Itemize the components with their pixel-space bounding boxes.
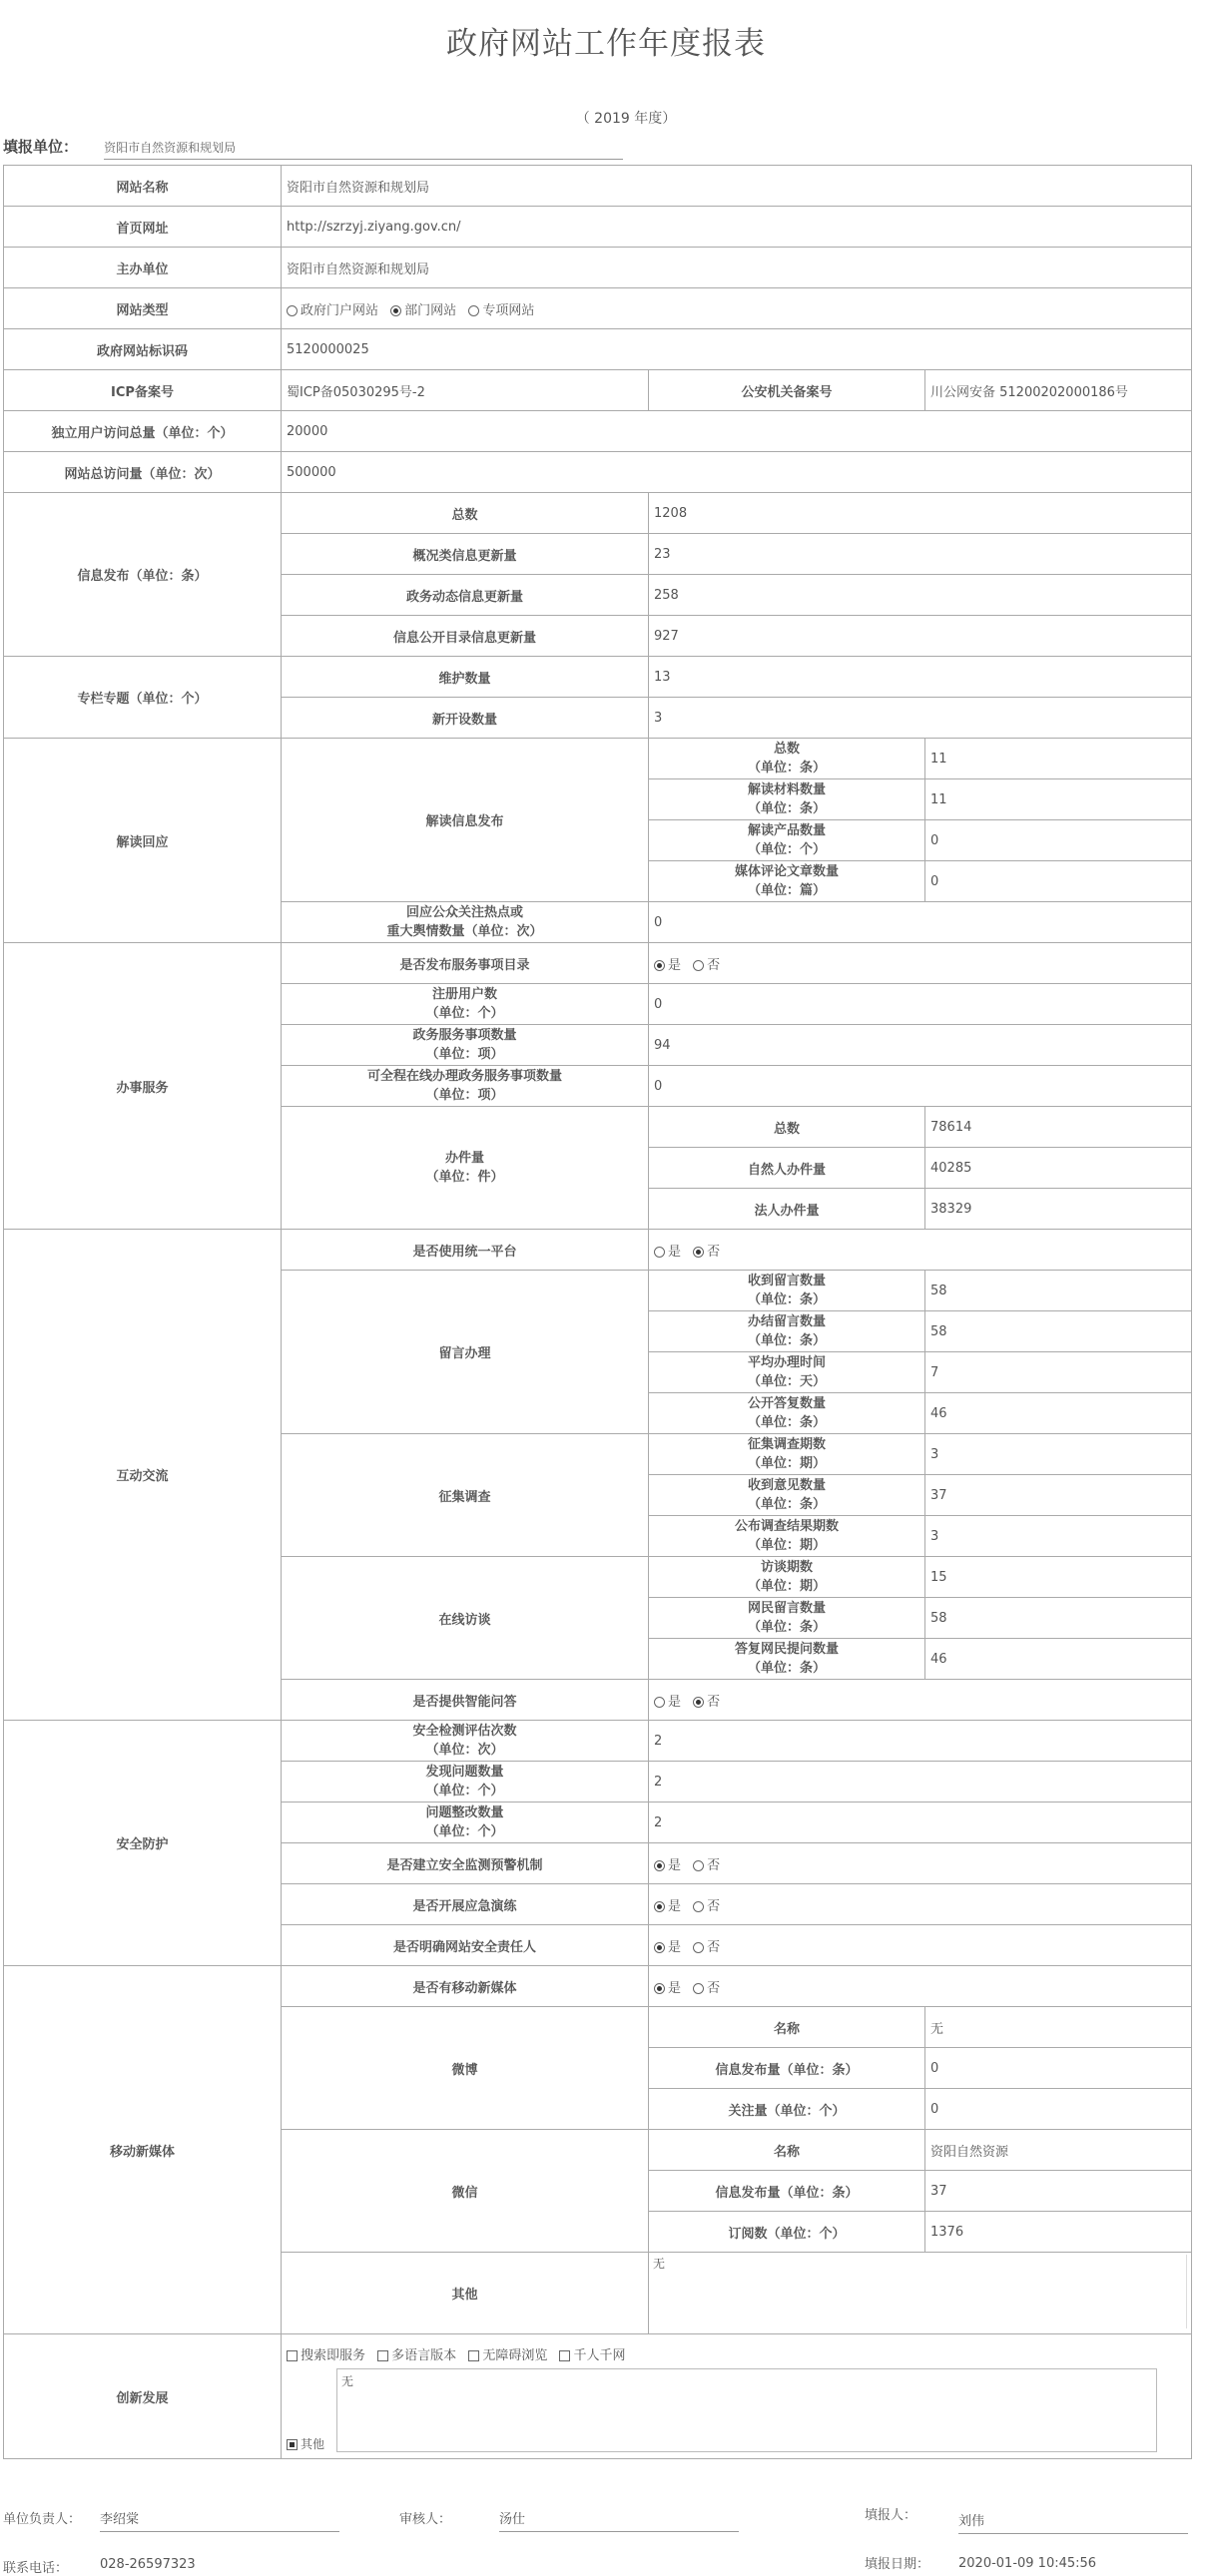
table-row	[4, 207, 1192, 248]
filler-label: 填报人：	[865, 2508, 917, 2523]
interp-material-label: 解读材料数量 （单位：条）	[649, 779, 925, 820]
column-maint-label: 维护数量	[282, 657, 649, 698]
table-row	[4, 739, 1192, 779]
survey-periods-field[interactable]: 3	[925, 1434, 1192, 1475]
interact-msg-label: 留言办理	[282, 1271, 649, 1434]
date-label: 填报日期：	[865, 2557, 930, 2572]
security-drill-no[interactable]: 否	[693, 1899, 720, 1914]
security-found-label: 发现问题数量 （单位：个）	[282, 1762, 649, 1803]
site-type-special[interactable]: 专项网站	[468, 303, 534, 318]
security-warn-no[interactable]: 否	[693, 1858, 720, 1873]
security-resp-options	[649, 1925, 1192, 1966]
weibo-pub-field[interactable]: 0	[925, 2048, 1192, 2089]
interact-smart-options	[649, 1680, 1192, 1721]
interact-done-label: 办结留言数量 （单位：条）	[649, 1311, 925, 1352]
security-resp-no[interactable]: 否	[693, 1940, 720, 1955]
table-row	[4, 329, 1192, 370]
service-reg-label: 注册用户数 （单位：个）	[282, 984, 649, 1025]
security-warn-yes[interactable]: 是	[654, 1858, 681, 1873]
radio-off-icon	[693, 1901, 704, 1912]
table-row	[4, 370, 1192, 411]
table-row	[4, 411, 1192, 452]
innov-label: 创新发展	[4, 2334, 282, 2459]
icp-field[interactable]: 蜀ICP备05030295号-2	[282, 370, 649, 411]
site-name-field[interactable]: 资阳市自然资源和规划局	[282, 166, 1192, 207]
reviewer-label: 审核人：	[399, 2512, 452, 2527]
innov-other-checkbox[interactable]: 其他	[287, 2435, 324, 2452]
security-found-field[interactable]: 2	[649, 1762, 1192, 1803]
table-row	[4, 248, 1192, 288]
info-publish-label: 信息发布（单位：条）	[4, 493, 282, 657]
mobile-has-options	[649, 1966, 1192, 2007]
talk-periods-field[interactable]: 15	[925, 1557, 1192, 1598]
head-field[interactable]: 李绍棠	[100, 2508, 339, 2532]
pv-label: 网站总访问量（单位：次）	[4, 452, 282, 493]
interact-platform-no[interactable]: 否	[693, 1245, 720, 1260]
service-person-label: 自然人办件量	[649, 1148, 925, 1189]
checkbox-icon	[468, 2350, 479, 2361]
interact-platform-options	[649, 1230, 1192, 1271]
info-news-label: 政务动态信息更新量	[282, 575, 649, 616]
talk-answers-label: 答复网民提问数量 （单位：条）	[649, 1639, 925, 1680]
page-title: 政府网站工作年度报表	[446, 26, 766, 62]
interact-avg-label: 平均办理时间 （单位：天）	[649, 1352, 925, 1393]
security-drill-yes[interactable]: 是	[654, 1899, 681, 1914]
innov-cell	[282, 2334, 1192, 2459]
interp-product-field[interactable]: 0	[925, 820, 1192, 861]
wechat-label: 微信	[282, 2130, 649, 2253]
info-overview-field[interactable]: 23	[649, 534, 1192, 575]
weibo-fans-label: 关注量（单位：个）	[649, 2089, 925, 2130]
interact-talk-label: 在线访谈	[282, 1557, 649, 1680]
service-person-field[interactable]: 40285	[925, 1148, 1192, 1189]
interp-material-field[interactable]: 11	[925, 779, 1192, 820]
wechat-name-label: 名称	[649, 2130, 925, 2171]
interp-total-field[interactable]: 11	[925, 739, 1192, 779]
mobile-label: 移动新媒体	[4, 1966, 282, 2334]
info-total-field[interactable]: 1208	[649, 493, 1192, 534]
weibo-name-label: 名称	[649, 2007, 925, 2048]
radio-on-icon	[390, 305, 401, 316]
interact-platform-yes[interactable]: 是	[654, 1245, 681, 1260]
survey-results-field[interactable]: 3	[925, 1516, 1192, 1557]
interact-pub-label: 公开答复数量 （单位：条）	[649, 1393, 925, 1434]
info-news-field[interactable]: 258	[649, 575, 1192, 616]
radio-on-icon	[654, 1901, 665, 1912]
radio-off-icon	[654, 1697, 665, 1708]
interp-media-label: 媒体评论文章数量 （单位：篇）	[649, 861, 925, 902]
date-field[interactable]: 2020-01-09 10:45:56	[958, 2556, 1097, 2571]
report-year: （ 2019 年度）	[575, 111, 677, 127]
checkbox-icon	[559, 2350, 570, 2361]
checkbox-icon	[287, 2350, 298, 2361]
host-unit-field[interactable]: 资阳市自然资源和规划局	[282, 248, 1192, 288]
site-type-options	[282, 288, 1192, 329]
radio-off-icon	[693, 960, 704, 971]
reviewer-field[interactable]: 汤仕	[499, 2508, 739, 2532]
table-row	[4, 452, 1192, 493]
security-eval-field[interactable]: 2	[649, 1721, 1192, 1762]
service-online-field[interactable]: 0	[649, 1066, 1192, 1107]
security-label: 安全防护	[4, 1721, 282, 1966]
site-code-field[interactable]: 5120000025	[282, 329, 1192, 370]
survey-results-label: 公布调查结果期数 （单位：期）	[649, 1516, 925, 1557]
filling-unit-label: 填报单位：	[3, 138, 79, 156]
interp-response-label: 回应公众关注热点或 重大舆情数量（单位：次）	[282, 902, 649, 943]
interp-media-field[interactable]: 0	[925, 861, 1192, 902]
site-type-department[interactable]: 部门网站	[390, 303, 456, 318]
innov-search-checkbox[interactable]: 搜索即服务	[287, 2348, 365, 2363]
radio-off-icon	[693, 1942, 704, 1953]
radio-off-icon	[468, 305, 479, 316]
uv-field[interactable]: 20000	[282, 411, 1192, 452]
innov-personal-checkbox[interactable]: 千人千网	[559, 2348, 625, 2363]
service-online-label: 可全程在线办理政务服务事项数量 （单位：项）	[282, 1066, 649, 1107]
radio-on-icon	[654, 1983, 665, 1994]
weibo-name-field[interactable]: 无	[925, 2007, 1192, 2048]
site-name-label: 网站名称	[4, 166, 282, 207]
info-overview-label: 概况类信息更新量	[282, 534, 649, 575]
wechat-pub-label: 信息发布量（单位：条）	[649, 2171, 925, 2212]
icp-label: ICP备案号	[4, 370, 282, 411]
table-row	[4, 1230, 1192, 1271]
radio-off-icon	[693, 1983, 704, 1994]
table-row	[4, 657, 1192, 698]
interact-survey-label: 征集调查	[282, 1434, 649, 1557]
security-warn-options	[649, 1843, 1192, 1884]
service-catalog-no[interactable]: 否	[693, 958, 720, 973]
interp-pub-label: 解读信息发布	[282, 739, 649, 902]
site-type-label: 网站类型	[4, 288, 282, 329]
radio-off-icon	[287, 305, 298, 316]
wechat-sub-field[interactable]: 1376	[925, 2212, 1192, 2253]
interact-label: 互动交流	[4, 1230, 282, 1721]
survey-periods-label: 征集调查期数 （单位：期）	[649, 1434, 925, 1475]
mobile-other-label: 其他	[282, 2253, 649, 2334]
wechat-sub-label: 订阅数（单位：个）	[649, 2212, 925, 2253]
host-unit-label: 主办单位	[4, 248, 282, 288]
interact-smart-yes[interactable]: 是	[654, 1695, 681, 1710]
info-open-label: 信息公开目录信息更新量	[282, 616, 649, 657]
pv-field[interactable]: 500000	[282, 452, 1192, 493]
innov-accessible-checkbox[interactable]: 无障碍浏览	[468, 2348, 547, 2363]
table-row	[4, 1721, 1192, 1762]
service-reg-field[interactable]: 0	[649, 984, 1192, 1025]
radio-on-icon	[654, 1860, 665, 1871]
table-row	[4, 2334, 1192, 2459]
phone-field[interactable]: 028-26597323	[100, 2557, 196, 2572]
interact-smart-label: 是否提供智能问答	[282, 1680, 649, 1721]
talk-periods-label: 访谈期数 （单位：期）	[649, 1557, 925, 1598]
site-code-label: 政府网站标识码	[4, 329, 282, 370]
interact-platform-label: 是否使用统一平台	[282, 1230, 649, 1271]
column-label: 专栏专题（单位：个）	[4, 657, 282, 739]
table-row	[4, 493, 1192, 534]
report-table	[3, 165, 1192, 2459]
filling-unit-field[interactable]: 资阳市自然资源和规划局	[104, 139, 623, 160]
service-catalog-label: 是否发布服务事项目录	[282, 943, 649, 984]
interact-recv-label: 收到留言数量 （单位：条）	[649, 1271, 925, 1311]
uv-label: 独立用户访问总量（单位：个）	[4, 411, 282, 452]
mobile-other-cell	[649, 2253, 1192, 2334]
mobile-has-label: 是否有移动新媒体	[282, 1966, 649, 2007]
service-catalog-yes[interactable]: 是	[654, 958, 681, 973]
table-row	[4, 288, 1192, 329]
service-ctotal-label: 总数	[649, 1107, 925, 1148]
police-record-label: 公安机关备案号	[649, 370, 925, 411]
service-label: 办事服务	[4, 943, 282, 1230]
mobile-other-textarea[interactable]: 无	[653, 2255, 1187, 2328]
service-items-field[interactable]: 94	[649, 1025, 1192, 1066]
wechat-name-field[interactable]: 资阳自然资源	[925, 2130, 1192, 2171]
service-legal-label: 法人办件量	[649, 1189, 925, 1230]
home-url-field[interactable]: http://szrzyj.ziyang.gov.cn/	[282, 207, 1192, 248]
security-drill-options	[649, 1884, 1192, 1925]
survey-comments-field[interactable]: 37	[925, 1475, 1192, 1516]
interact-recv-field[interactable]: 58	[925, 1271, 1192, 1311]
radio-off-icon	[654, 1247, 665, 1258]
talk-messages-field[interactable]: 58	[925, 1598, 1192, 1639]
mobile-has-yes[interactable]: 是	[654, 1981, 681, 1996]
innov-multilang-checkbox[interactable]: 多语言版本	[377, 2348, 456, 2363]
table-row	[4, 943, 1192, 984]
site-type-portal[interactable]: 政府门户网站	[287, 303, 378, 318]
wechat-pub-field[interactable]: 37	[925, 2171, 1192, 2212]
service-cases-label: 办件量 （单位：件）	[282, 1107, 649, 1230]
innov-other-textarea[interactable]: 无	[336, 2368, 1157, 2452]
home-url-label: 首页网址	[4, 207, 282, 248]
interp-product-label: 解读产品数量 （单位：个）	[649, 820, 925, 861]
security-resp-yes[interactable]: 是	[654, 1940, 681, 1955]
interp-label: 解读回应	[4, 739, 282, 943]
talk-messages-label: 网民留言数量 （单位：条）	[649, 1598, 925, 1639]
police-record-field[interactable]: 川公网安备 51200202000186号	[925, 370, 1192, 411]
radio-off-icon	[693, 1860, 704, 1871]
talk-answers-field[interactable]: 46	[925, 1639, 1192, 1680]
table-row	[4, 1966, 1192, 2007]
weibo-label: 微博	[282, 2007, 649, 2130]
column-maint-field[interactable]: 13	[649, 657, 1192, 698]
head-label: 单位负责人：	[3, 2512, 82, 2527]
radio-on-icon	[693, 1247, 704, 1258]
security-drill-label: 是否开展应急演练	[282, 1884, 649, 1925]
mobile-has-no[interactable]: 否	[693, 1981, 720, 1996]
interact-smart-no[interactable]: 否	[693, 1695, 720, 1710]
filling-unit-row	[3, 136, 623, 158]
service-legal-field[interactable]: 38329	[925, 1189, 1192, 1230]
phone-label: 联系电话：	[3, 2561, 69, 2576]
security-resp-label: 是否明确网站安全责任人	[282, 1925, 649, 1966]
service-items-label: 政务服务事项数量 （单位：项）	[282, 1025, 649, 1066]
column-new-label: 新开设数量	[282, 698, 649, 739]
radio-on-icon	[654, 960, 665, 971]
interact-pub-field[interactable]: 46	[925, 1393, 1192, 1434]
weibo-fans-field[interactable]: 0	[925, 2089, 1192, 2130]
column-new-field[interactable]: 3	[649, 698, 1192, 739]
security-warn-label: 是否建立安全监测预警机制	[282, 1843, 649, 1884]
info-total-label: 总数	[282, 493, 649, 534]
weibo-pub-label: 信息发布量（单位：条）	[649, 2048, 925, 2089]
filler-field[interactable]: 刘伟	[958, 2510, 1188, 2534]
radio-on-icon	[693, 1697, 704, 1708]
service-ctotal-field[interactable]: 78614	[925, 1107, 1192, 1148]
info-open-field[interactable]: 927	[649, 616, 1192, 657]
security-fix-label: 问题整改数量 （单位：个）	[282, 1803, 649, 1843]
interact-done-field[interactable]: 58	[925, 1311, 1192, 1352]
checkbox-checked-icon	[287, 2439, 298, 2450]
interp-total-label: 总数 （单位：条）	[649, 739, 925, 779]
radio-on-icon	[654, 1942, 665, 1953]
security-fix-field[interactable]: 2	[649, 1803, 1192, 1843]
interact-avg-field[interactable]: 7	[925, 1352, 1192, 1393]
checkbox-icon	[377, 2350, 388, 2361]
innov-options	[287, 2344, 633, 2363]
interp-response-field[interactable]: 0	[649, 902, 1192, 943]
table-row	[4, 166, 1192, 207]
survey-comments-label: 收到意见数量 （单位：条）	[649, 1475, 925, 1516]
security-eval-label: 安全检测评估次数 （单位：次）	[282, 1721, 649, 1762]
service-catalog-options	[649, 943, 1192, 984]
